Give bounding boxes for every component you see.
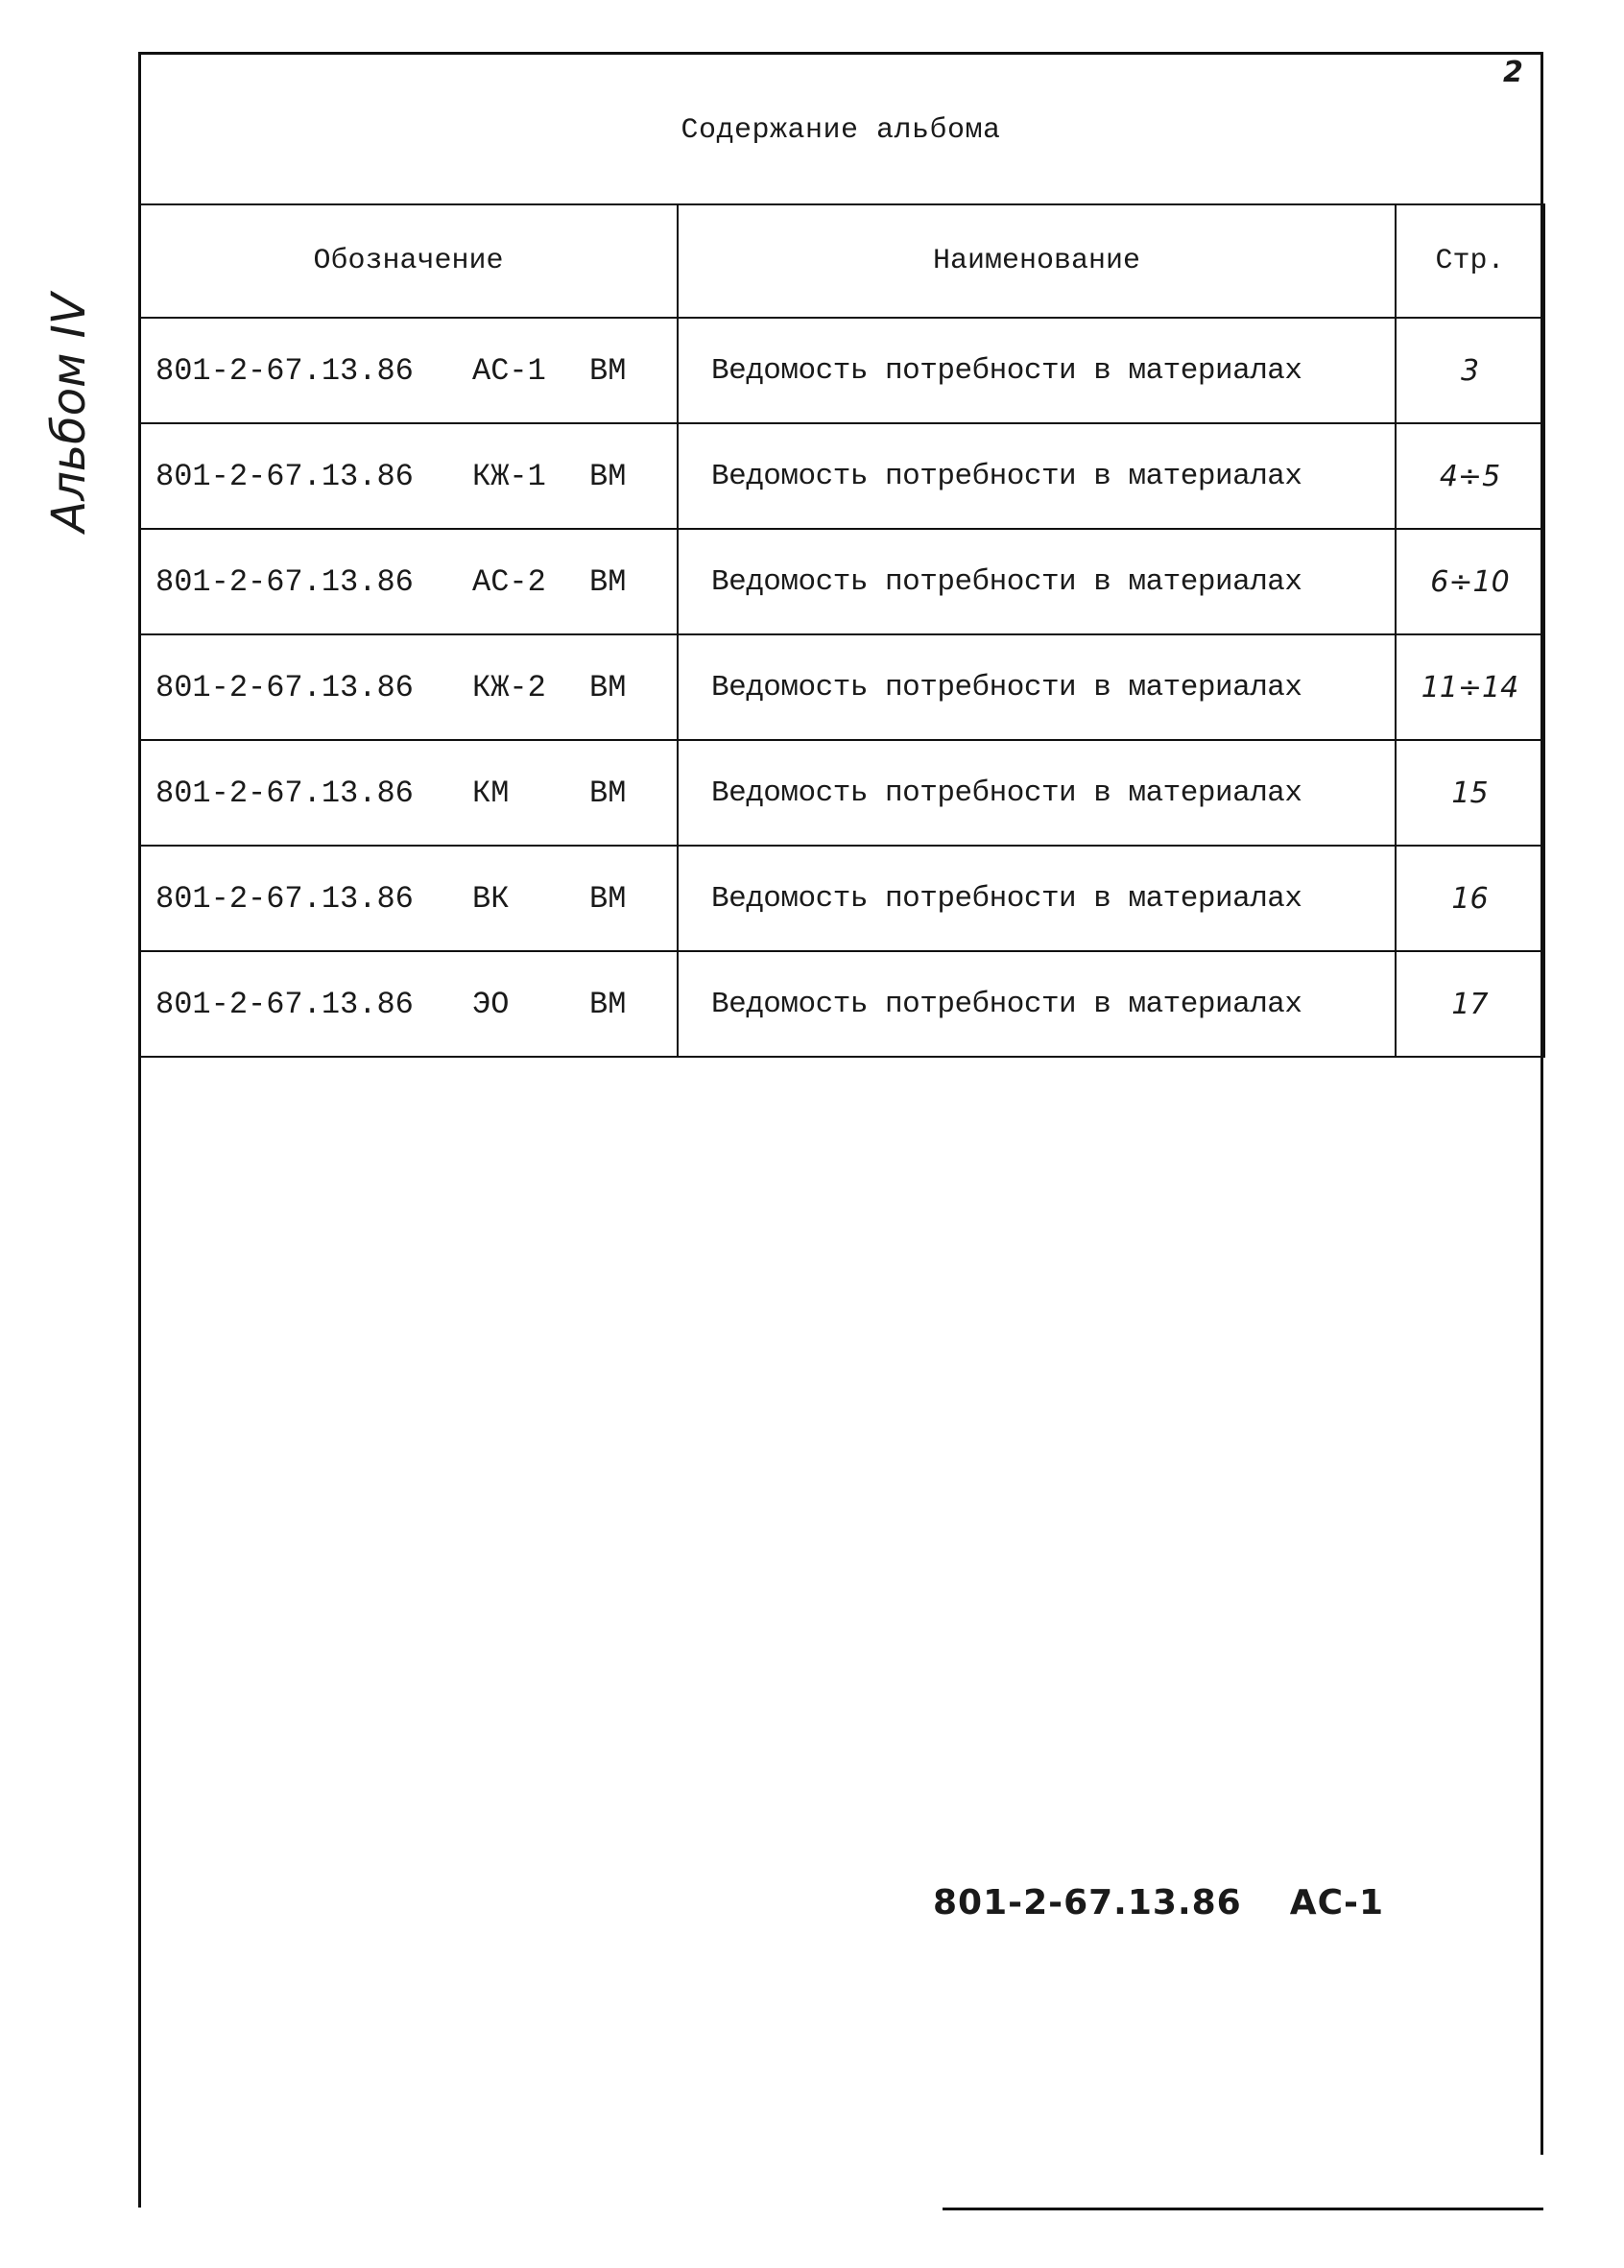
contents-table — [138, 203, 1545, 1058]
type-code: ВМ — [589, 986, 627, 1022]
part-code: ЭО — [472, 986, 510, 1022]
header-name: Наименование — [678, 204, 1396, 318]
document-code: 801-2-67.13.86 — [155, 352, 414, 389]
document-code: 801-2-67.13.86 — [155, 880, 414, 917]
album-margin-label: Альбом IV — [42, 293, 96, 533]
name-cell: Ведомость потребности в материалах — [678, 634, 1396, 740]
header-designation: Обозначение — [139, 204, 678, 318]
type-code: ВМ — [589, 775, 627, 811]
footer-document-code — [933, 1883, 1384, 1922]
table-row — [139, 634, 1544, 740]
footer-sheet-code: АС-1 — [1289, 1883, 1385, 1922]
type-code: ВМ — [589, 352, 627, 389]
part-code: АС-1 — [472, 352, 546, 389]
designation-cell — [139, 740, 678, 846]
table-row — [139, 318, 1544, 423]
footer-code: 801-2-67.13.86 — [933, 1883, 1242, 1922]
document-code: 801-2-67.13.86 — [155, 669, 414, 705]
table-row — [139, 951, 1544, 1057]
table-row — [139, 423, 1544, 529]
page-cell: 6÷10 — [1396, 529, 1544, 634]
type-code: ВМ — [589, 669, 627, 705]
table-row — [139, 529, 1544, 634]
page-title: Содержание альбома — [681, 113, 1001, 147]
stamp-bottom-line — [943, 2208, 1543, 2210]
name-cell: Ведомость потребности в материалах — [678, 740, 1396, 846]
document-code: 801-2-67.13.86 — [155, 563, 414, 600]
designation-cell — [139, 634, 678, 740]
document-code: 801-2-67.13.86 — [155, 986, 414, 1022]
designation-cell — [139, 529, 678, 634]
page-cell: 11÷14 — [1396, 634, 1544, 740]
designation-cell — [139, 846, 678, 951]
page-cell: 17 — [1396, 951, 1544, 1057]
page-cell: 3 — [1396, 318, 1544, 423]
designation-cell — [139, 318, 678, 423]
type-code: ВМ — [589, 458, 627, 494]
part-code: КМ — [472, 775, 510, 811]
table-header-row — [139, 204, 1544, 318]
page-cell: 4÷5 — [1396, 423, 1544, 529]
part-code: ВК — [472, 880, 510, 917]
type-code: ВМ — [589, 880, 627, 917]
page-cell: 15 — [1396, 740, 1544, 846]
page-cell: 16 — [1396, 846, 1544, 951]
part-code: КЖ-2 — [472, 669, 546, 705]
name-cell: Ведомость потребности в материалах — [678, 423, 1396, 529]
designation-cell — [139, 951, 678, 1057]
name-cell: Ведомость потребности в материалах — [678, 846, 1396, 951]
name-cell: Ведомость потребности в материалах — [678, 529, 1396, 634]
name-cell: Ведомость потребности в материалах — [678, 318, 1396, 423]
designation-cell — [139, 423, 678, 529]
part-code: КЖ-1 — [472, 458, 546, 494]
table-row — [139, 846, 1544, 951]
page-number: 2 — [1503, 56, 1523, 89]
table-row — [139, 740, 1544, 846]
document-code: 801-2-67.13.86 — [155, 458, 414, 494]
header-page: Стр. — [1396, 204, 1544, 318]
name-cell: Ведомость потребности в материалах — [678, 951, 1396, 1057]
type-code: ВМ — [589, 563, 627, 600]
part-code: АС-2 — [472, 563, 546, 600]
document-code: 801-2-67.13.86 — [155, 775, 414, 811]
